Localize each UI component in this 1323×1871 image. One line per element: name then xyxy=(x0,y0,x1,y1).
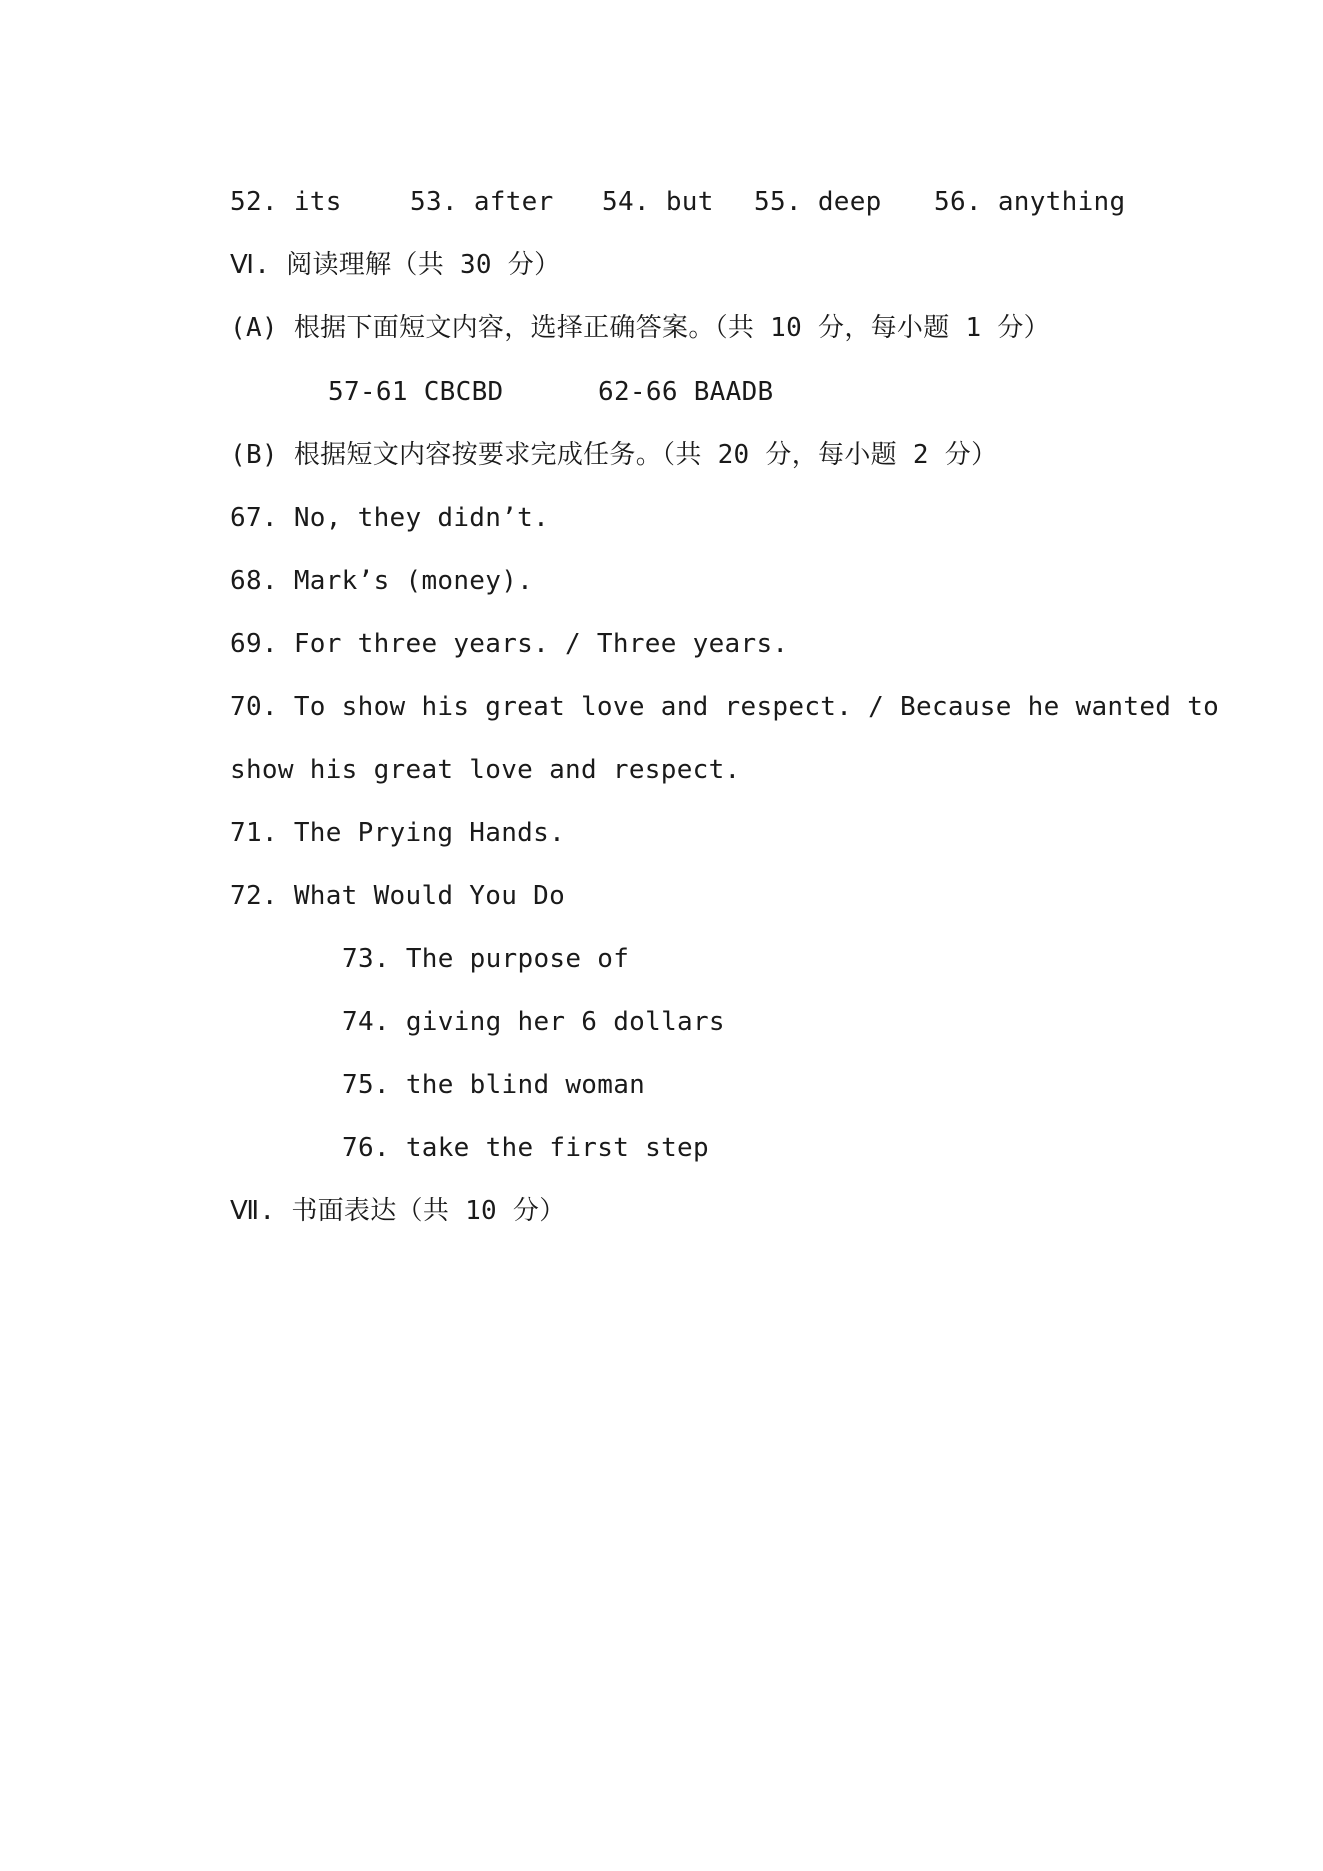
answer-67: 67. No, they didn’t. xyxy=(230,503,550,533)
answer-76: 76. take the first step xyxy=(342,1133,709,1163)
answer-75: 75. the blind woman xyxy=(342,1070,646,1100)
answer-70-line-1: 70. To show his great love and respect. / Because he wanted to xyxy=(230,692,1220,722)
answer-73: 73. The purpose of xyxy=(342,944,630,974)
answer-54: 54. but xyxy=(602,187,714,217)
answers-62-66: 62-66 BAADB xyxy=(598,377,774,407)
answer-71: 71. The Prying Hands. xyxy=(230,818,566,848)
answer-72: 72. What Would You Do xyxy=(230,881,566,911)
answer-69: 69. For three years. / Three years. xyxy=(230,629,789,659)
vocab-answers-row xyxy=(230,186,1125,218)
answer-55: 55. deep xyxy=(754,187,882,217)
answer-56: 56. anything xyxy=(934,187,1126,217)
section-6-heading: Ⅵ. 阅读理解（共 30 分） xyxy=(230,250,561,280)
answer-52: 52. its xyxy=(230,187,342,217)
answer-68: 68. Mark’s (money). xyxy=(230,566,534,596)
answers-57-61: 57-61 CBCBD xyxy=(328,377,504,407)
part-b-heading: (B) 根据短文内容按要求完成任务。（共 20 分，每小题 2 分） xyxy=(230,440,998,470)
section-7-heading: Ⅶ. 书面表达（共 10 分） xyxy=(230,1196,566,1226)
answer-53: 53. after xyxy=(410,187,554,217)
answer-74: 74. giving her 6 dollars xyxy=(342,1007,725,1037)
part-a-heading: (A) 根据下面短文内容，选择正确答案。（共 10 分，每小题 1 分） xyxy=(230,313,1050,343)
part-a-answers xyxy=(328,376,774,408)
answer-70-line-2: show his great love and respect. xyxy=(230,755,741,785)
